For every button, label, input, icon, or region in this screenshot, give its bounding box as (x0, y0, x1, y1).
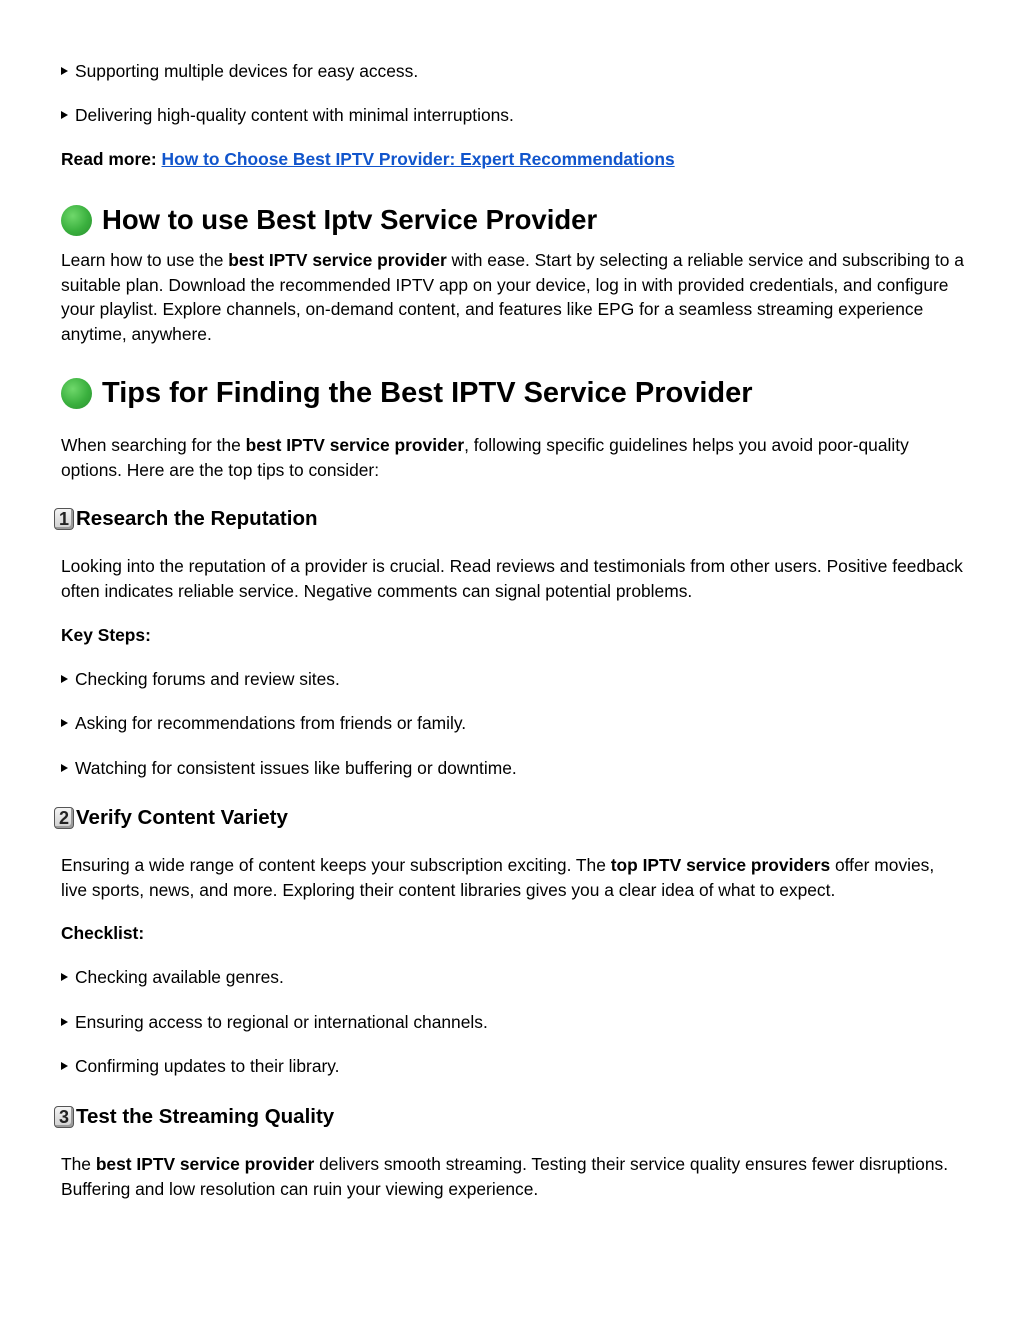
read-more-line (61, 148, 964, 170)
keycap-digit-two-icon: 2 (54, 807, 74, 829)
list-item (61, 1055, 964, 1077)
bullet-triangle-icon (61, 764, 68, 772)
bold-text-run: top IPTV service providers (610, 855, 831, 875)
list-item-text: Ensuring access to regional or international channels. (75, 1012, 488, 1032)
text-run: Ensuring a wide range of content keeps your subscription exciting. The (61, 855, 611, 875)
green-circle-icon (61, 205, 92, 236)
keycap-digit-three-icon: 3 (54, 1106, 74, 1128)
list-item-text: Checking available genres. (75, 967, 284, 987)
bullet-triangle-icon (61, 1062, 68, 1070)
tip-paragraph: Looking into the reputation of a provider is crucial. Read reviews and testimonials from other users. Positive feedback often indicates reliable service. Negative comments can signal potential problems. (61, 556, 963, 601)
text-run: , following specific guidelines helps you avoid poor-quality options. Here are the top tips to consider: (61, 435, 909, 480)
list-item-text: Asking for recommendations from friends or family. (75, 713, 467, 733)
text-run: The (61, 1154, 96, 1174)
section-paragraph (61, 248, 964, 346)
list-item (61, 60, 964, 82)
list-item-text: Supporting multiple devices for easy access. (75, 61, 419, 81)
list-label: Key Steps: (61, 625, 151, 645)
tip-paragraph (61, 1152, 964, 1201)
list-item (61, 668, 964, 690)
list-item (61, 104, 964, 126)
keycap-digit-one-icon: 1 (54, 508, 74, 530)
tip-heading-1 (58, 506, 964, 532)
bullet-triangle-icon (61, 111, 68, 119)
tip-title: Verify Content Variety (76, 806, 288, 829)
bullet-triangle-icon (61, 1018, 68, 1026)
text-run: offer movies, live sports, news, and more. Exploring their content libraries gives you a clear idea of what to expect. (61, 855, 935, 900)
tip-title: Test the Streaming Quality (76, 1105, 335, 1128)
tip-title: Research the Reputation (76, 507, 318, 530)
text-run: When searching for the (61, 435, 246, 455)
list-item (61, 712, 964, 734)
bold-text-run: best IPTV service provider (228, 250, 447, 270)
bullet-triangle-icon (61, 67, 68, 75)
read-more-link[interactable]: How to Choose Best IPTV Provider: Expert Recommendations (161, 149, 675, 169)
list-item-text: Checking forums and review sites. (75, 669, 340, 689)
bullet-triangle-icon (61, 675, 68, 683)
tip-heading-2 (58, 805, 964, 831)
list-item (61, 757, 964, 779)
list-item-text: Watching for consistent issues like buffering or downtime. (75, 758, 517, 778)
list-item (61, 1011, 964, 1033)
section-intro-paragraph (61, 433, 964, 482)
text-run: Learn how to use the (61, 250, 229, 270)
list-item-text: Delivering high-quality content with minimal interruptions. (75, 105, 514, 125)
section-title: Tips for Finding the Best IPTV Service Provider (102, 377, 753, 409)
bold-text-run: best IPTV service provider (95, 1154, 315, 1174)
tip-paragraph (61, 853, 964, 902)
bullet-triangle-icon (61, 719, 68, 727)
section-title: How to use Best Iptv Service Provider (102, 204, 598, 235)
text-run: delivers smooth streaming. Testing their service quality ensures fewer disruptions. Buffering and low resolution can ruin your viewing experience. (61, 1154, 949, 1199)
bold-text-run: best IPTV service provider (245, 435, 465, 455)
bullet-triangle-icon (61, 973, 68, 981)
section-heading-how-to-use (61, 203, 964, 237)
section-heading-tips (61, 376, 964, 410)
text-run: with ease. Start by selecting a reliable service and subscribing to a suitable plan. Download the recommended IPTV app on your device, log in with provided credentials, and configure your playlist. Explore channels, on-demand content, and features like EPG for a seamless streaming experience anytime, anywhere. (61, 250, 964, 344)
list-item (61, 966, 964, 988)
tip-heading-3 (58, 1104, 964, 1130)
read-more-label: Read more: (61, 149, 157, 169)
green-circle-icon (61, 378, 92, 409)
list-label: Checklist: (61, 923, 145, 943)
list-item-text: Confirming updates to their library. (75, 1056, 340, 1076)
